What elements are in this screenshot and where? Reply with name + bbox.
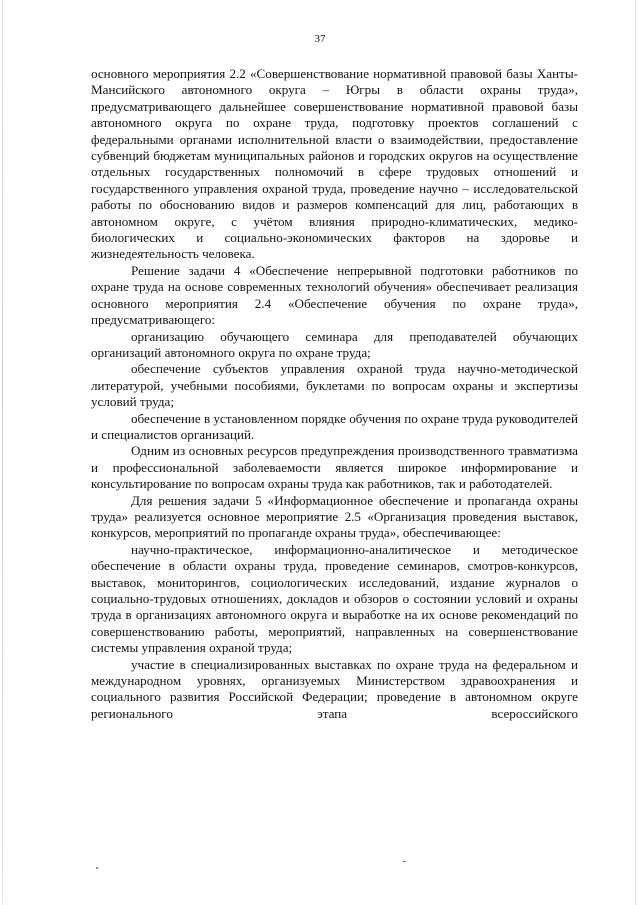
scan-edge-left — [2, 0, 3, 905]
scan-edge-right — [635, 0, 636, 905]
paragraph-continuation: основного мероприятия 2.2 «Совершенствование нормативной правовой базы Ханты-Мансийского автономного округа – Югры в области охраны труда», предусматривающего дальнейшее совершенствование нормативной правовой базы автономного округа по охране труда, подготовку проектов соглашений с федеральными органами исполнительной власти о взаимодействии, предоставление субвенций бюджетам муниципальных районов и городских округов на осуществление отдельных государственных полномочий в сфере трудовых отношений и государственного управления охраной труда, проведение научно – исследовательской работы по обоснованию видов и размеров компенсаций для лиц, работающих в автономном округе, с учётом влияния природно-климатических, медико-биологических и социально-экономических факторов на здоровье и жизнедеятельность человека. — [91, 66, 578, 262]
list-item-seminar: организацию обучающего семинара для преподавателей обучающих организаций автономного округа по охране труда; — [91, 328, 578, 360]
scan-speck — [403, 861, 406, 862]
list-item-support: научно-практическое, информационно-аналитическое и методическое обеспечение в области охраны труда, проведение семинаров, смотров-конкурсов, выставок, мониторингов, социологических исследований, издание журналов о социально-трудовых отношениях, докладов и обзоров о состоянии условий и охраны труда в организациях автономного округа и выработке на их основе рекомендаций по совершенствованию работы, мероприятий, направленных на совершенствование системы управления охраной труда; — [91, 541, 578, 656]
scan-speck — [96, 867, 98, 869]
paragraph-task-4: Решение задачи 4 «Обеспечение непрерывной подготовки работников по охране труда на основе современных технологий обучения» обеспечивает реализация основного мероприятия 2.4 «Обеспечение обучения по охране труда», предусматривающего: — [91, 262, 578, 328]
list-item-exhibitions: участие в специализированных выставках по охране труда на федеральном и международном уровнях, организуемых Министерством здравоохранения и социального развития Российской Федерации; проведение в автономном округе регионального этапа всероссийского — [91, 656, 578, 721]
document-body — [91, 66, 578, 722]
list-item-literature: обеспечение субъектов управления охраной труда научно-методической литературой, учебными пособиями, буклетами по вопросам охраны и экспертизы условий труда; — [91, 361, 578, 410]
page-number: 37 — [314, 33, 326, 45]
paragraph-task-5: Для решения задачи 5 «Информационное обеспечение и пропаганда охраны труда» реализуется основное мероприятие 2.5 «Организация проведения выставок, конкурсов, мероприятий по пропаганде охраны труда», обеспечивающее: — [91, 492, 578, 541]
list-item-training: обеспечение в установленном порядке обучения по охране труда руководителей и специалистов организаций. — [91, 410, 578, 442]
paragraph-resources: Одним из основных ресурсов предупреждения производственного травматизма и профессиональной заболеваемости является широкое информирование и консультирование по вопросам охраны труда как работников, так и работодателей. — [91, 443, 578, 492]
